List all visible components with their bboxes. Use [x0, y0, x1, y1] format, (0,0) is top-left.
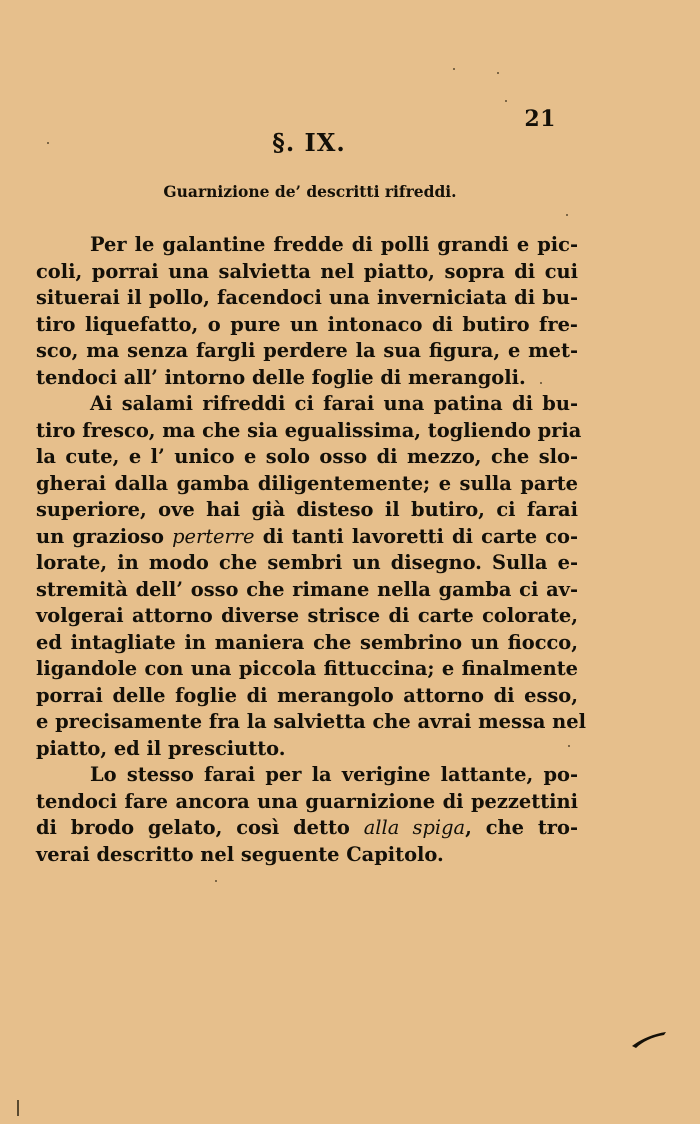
text-line: Per le galantine fredde di polli grandi e pic- — [90, 233, 578, 256]
print-speck — [505, 100, 507, 102]
ink-mark-icon — [630, 1028, 668, 1050]
print-speck — [568, 745, 570, 747]
text-line: la cute, e l’ unico e solo osso di mezzo, che slo- — [36, 445, 578, 468]
text-line: tendoci fare ancora una guarnizione di pezzettini — [36, 789, 578, 813]
text-line: Lo stesso farai per la verigine lattante, po- — [90, 763, 578, 786]
text-line: stremità dell’ osso che rimane nella gamba ci av- — [36, 577, 578, 601]
text-line: verai descritto nel seguente Capitolo. — [36, 842, 444, 866]
text-line: Ai salami rifreddi ci farai una patina di bu- — [90, 392, 578, 415]
text-line: porrai delle foglie di merangolo attorno di esso, — [36, 683, 578, 707]
text-line: lorate, in modo che sembri un disegno. Sulla e- — [36, 551, 578, 574]
print-speck — [497, 72, 499, 74]
text-line: sco, ma senza fargli perdere la sua figura, e met- — [36, 339, 578, 362]
text-line: coli, porrai una salvietta nel piatto, sopra di cui — [36, 259, 578, 283]
text-line: e precisamente fra la salvietta che avrai messa nel — [36, 710, 586, 733]
text-line-with-italic — [36, 524, 578, 551]
body-text — [36, 232, 586, 868]
text-segment: un grazioso — [36, 524, 173, 548]
section-title: §. IX. — [272, 128, 346, 157]
text-line: ed intagliate in maniera che sembrino un fiocco, — [36, 630, 578, 654]
page-number: 21 — [524, 106, 556, 132]
text-line: piatto, ed il presciutto. — [36, 736, 286, 760]
print-speck — [47, 142, 49, 144]
text-line: superiore, ove hai già disteso il butiro, ci farai — [36, 498, 578, 521]
text-line: situerai il pollo, facendoci una inverniciata di bu- — [36, 286, 578, 309]
print-speck — [17, 1100, 19, 1116]
print-speck — [566, 214, 568, 216]
italic-term: alla spiga — [363, 816, 466, 839]
italic-term: perterre — [172, 524, 255, 548]
text-segment: , che tro- — [465, 816, 578, 839]
text-line: tiro liquefatto, o pure un intonaco di butiro fre- — [36, 312, 578, 336]
text-line: ligandole con una piccola fittuccina; e finalmente — [36, 657, 578, 680]
section-subtitle: Guarnizione de’ descritti rifreddi. — [163, 182, 457, 201]
print-speck — [540, 382, 542, 384]
print-speck — [215, 880, 217, 882]
text-line: tiro fresco, ma che sia egualissima, togliendo pria — [36, 418, 582, 442]
text-line: gherai dalla gamba diligentemente; e sulla parte — [36, 471, 578, 495]
text-line-with-italic — [36, 815, 578, 842]
text-line: volgerai attorno diverse strisce di carte colorate, — [36, 604, 578, 627]
print-speck — [453, 68, 455, 70]
text-line: tendoci all’ intorno delle foglie di merangoli. — [36, 365, 526, 389]
text-segment: di tanti lavoretti di carte co- — [254, 524, 578, 548]
text-segment: di brodo gelato, così detto — [36, 816, 364, 839]
